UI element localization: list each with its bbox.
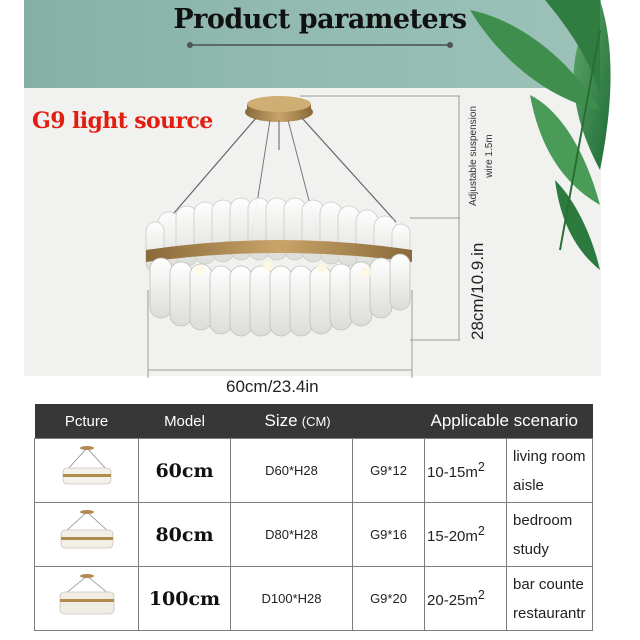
wire-note-line-2: wire 1.5m	[484, 134, 495, 178]
picture-cell	[35, 503, 139, 567]
header-model: Model	[139, 404, 231, 439]
suspension-wire-note	[466, 96, 498, 216]
chandelier-thumbnail	[57, 572, 117, 626]
scenario-cell	[507, 439, 593, 503]
size-cell: D100*H28	[231, 567, 353, 631]
header-size-unit: (CM)	[301, 414, 331, 429]
scenario-cell	[507, 503, 593, 567]
wire-note-line-1: Adjustable suspension	[468, 105, 479, 207]
page-title: Product parameters	[173, 4, 467, 35]
area-value: 15-20m	[427, 528, 478, 545]
header-size-label: Size	[264, 411, 298, 430]
table-header-row	[35, 404, 593, 439]
table-row	[35, 439, 593, 503]
light-source-label: G9 light source	[32, 108, 213, 134]
width-dimension-label: 60cm/23.4in	[226, 377, 319, 396]
header-picture: Pcture	[35, 404, 139, 439]
table-row	[35, 503, 593, 567]
scenario-line-1: bar counte	[513, 575, 584, 593]
chandelier-thumbnail	[57, 444, 117, 498]
size-cell: D80*H28	[231, 503, 353, 567]
header-size	[231, 404, 425, 439]
area-value: 10-15m	[427, 464, 478, 481]
chandelier-thumbnail	[57, 508, 117, 562]
height-dimension-label: 28cm/10.9.in	[468, 242, 487, 340]
bulb-cell: G9*20	[353, 567, 425, 631]
picture-cell	[35, 567, 139, 631]
area-unit-superscript: 2	[477, 460, 485, 474]
scenario-line-2: study	[513, 540, 549, 558]
scenario-line-1: living room	[513, 447, 586, 465]
size-cell: D60*H28	[231, 439, 353, 503]
scenario-line-1: bedroom	[513, 511, 573, 529]
model-cell: 80cm	[139, 503, 231, 567]
specification-table	[34, 404, 593, 631]
area-unit-superscript: 2	[477, 588, 485, 602]
area-cell	[425, 567, 507, 631]
title-divider	[190, 44, 450, 46]
picture-cell	[35, 439, 139, 503]
area-unit-superscript: 2	[477, 524, 485, 538]
scenario-line-2: restaurantr	[513, 604, 586, 622]
area-value: 20-25m	[427, 592, 478, 609]
area-cell	[425, 439, 507, 503]
specification-table-wrap	[34, 404, 594, 640]
header-scenario: Applicable scenario	[425, 404, 593, 439]
bulb-cell: G9*16	[353, 503, 425, 567]
bulb-cell: G9*12	[353, 439, 425, 503]
model-cell: 60cm	[139, 439, 231, 503]
scenario-cell	[507, 567, 593, 631]
area-cell	[425, 503, 507, 567]
model-cell: 100cm	[139, 567, 231, 631]
table-row	[35, 567, 593, 631]
scenario-line-2: aisle	[513, 476, 544, 494]
